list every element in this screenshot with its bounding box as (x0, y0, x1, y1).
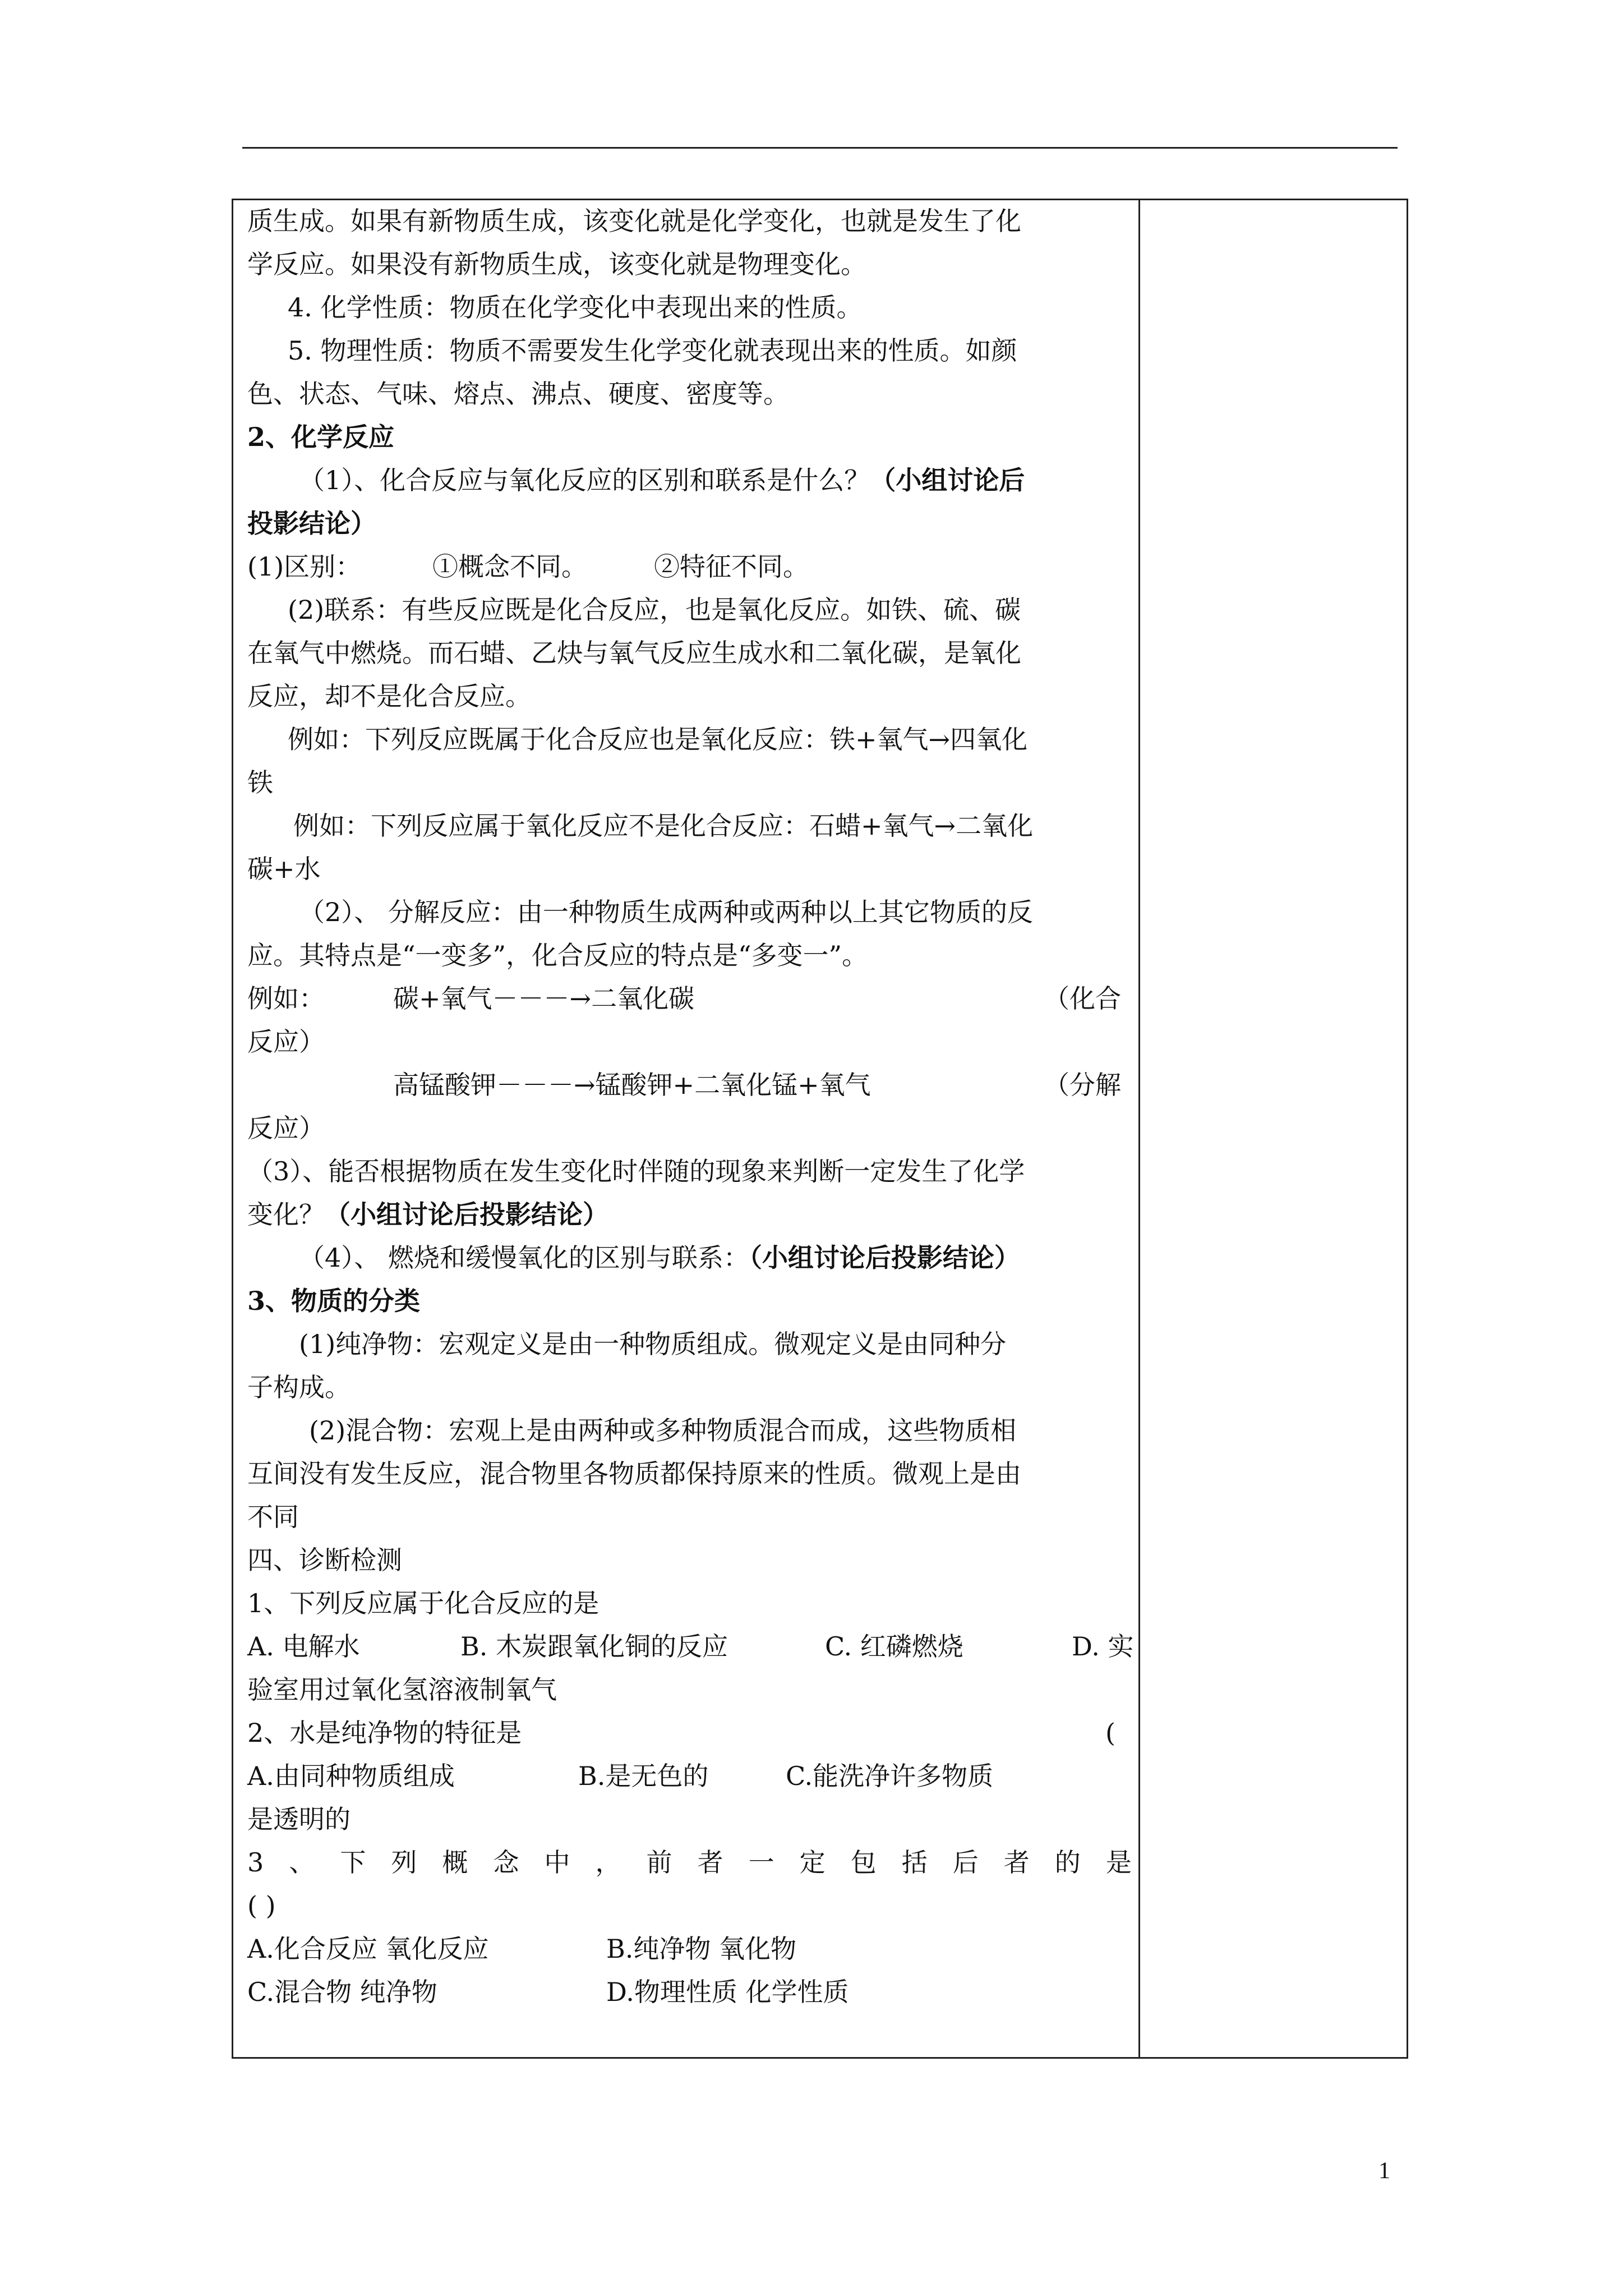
text-line: 在氧气中燃烧。而石蜡、乙炔与氧气反应生成水和二氧化碳，是氧化 (247, 638, 1021, 668)
question-2-options: A.由同种物质组成 B.是无色的 C.能洗净许多物质 (247, 1761, 994, 1791)
question-3-char: 列 (391, 1847, 417, 1878)
question-3-char: 3 (247, 1847, 264, 1878)
section-heading-chemical-reaction: 2、化学反应 (247, 422, 395, 452)
question-2: 2、水是纯净物的特征是 ( (247, 1718, 1115, 1748)
table-column-divider (1138, 199, 1140, 2059)
question-3-char: 定 (799, 1847, 826, 1878)
header-rule (242, 147, 1398, 149)
question-3-char: 者 (1003, 1847, 1030, 1878)
question-3-char: 的 (1054, 1847, 1081, 1878)
item-physical-property: 5. 物理性质：物质不需要发生化学变化就表现出来的性质。如颜 (288, 335, 1017, 366)
question-3-options: C.混合物 纯净物 D.物理性质 化学性质 (247, 1977, 849, 2007)
text-line: 反应，却不是化合反应。 (247, 681, 531, 711)
text-line: 变化？（小组讨论后投影结论） (247, 1199, 608, 1230)
text-line: (2)混合物：宏观上是由两种或多种物质混合而成，这些物质相 (309, 1415, 1017, 1446)
text-line: 学反应。如果没有新物质生成，该变化就是物理变化。 (247, 249, 866, 279)
text-line: 色、状态、气味、熔点、沸点、硬度、密度等。 (247, 379, 789, 409)
question-3-char: 前 (646, 1847, 672, 1878)
text-line: (1)纯净物：宏观定义是由一种物质组成。微观定义是由同种分 (299, 1329, 1007, 1359)
text-line: 例如：下列反应既属于化合反应也是氧化反应：铁+氧气→四氧化 (288, 724, 1028, 754)
question-3-char: 念 (493, 1847, 519, 1878)
text-line: (2)联系：有些反应既是化合反应，也是氧化反应。如铁、硫、碳 (288, 595, 1021, 625)
text-line: 投影结论） (247, 508, 376, 539)
text-line: 反应） (247, 1027, 325, 1057)
text-line: （3）、能否根据物质在发生变化时伴随的现象来判断一定发生了化学 (247, 1156, 1025, 1186)
text-line: (1)区别： ①概念不同。 ②特征不同。 (247, 551, 809, 582)
text-line: （2）、 分解反应：由一种物质生成两种或两种以上其它物质的反 (299, 897, 1033, 927)
question-3-char: 后 (952, 1847, 979, 1878)
text-line: 反应） (247, 1113, 325, 1143)
question-3-char: 括 (901, 1847, 928, 1878)
question-3-char: 包 (850, 1847, 877, 1878)
text-line: 例如： 碳+氧气－－－→二氧化碳 （化合 (247, 983, 1121, 1014)
text-line: 互间没有发生反应，混合物里各物质都保持原来的性质。微观上是由 (247, 1458, 1021, 1489)
question-3-char: 者 (697, 1847, 723, 1878)
question-3 (247, 1841, 1132, 1884)
text-line: 是透明的 (247, 1804, 351, 1834)
question-3-char: 中 (544, 1847, 570, 1878)
answer-blank: ( ) (247, 1890, 276, 1921)
text-line: 验室用过氧化氢溶液制氧气 (247, 1674, 557, 1705)
text-line: （4）、 燃烧和缓慢氧化的区别与联系：（小组讨论后投影结论） (299, 1243, 1020, 1273)
text-line: （1）、化合反应与氧化反应的区别和联系是什么？（小组讨论后 (299, 465, 1025, 495)
question-3-options: A.化合反应 氧化反应 B.纯净物 氧化物 (247, 1934, 797, 1964)
item-chemical-property: 4. 化学性质：物质在化学变化中表现出来的性质。 (288, 292, 863, 323)
text-line: 质生成。如果有新物质生成，该变化就是化学变化，也就是发生了化 (247, 206, 1021, 236)
text-line: 铁 (247, 767, 273, 798)
question-1: 1、下列反应属于化合反应的是 (247, 1588, 600, 1618)
text-line: 不同 (247, 1502, 299, 1532)
question-3-char: 概 (442, 1847, 468, 1878)
section-heading-diagnostic-test: 四、诊断检测 (247, 1545, 402, 1575)
text-line: 碳+水 (247, 854, 321, 884)
section-heading-classification: 3、物质的分类 (247, 1286, 421, 1316)
text-line: 子构成。 (247, 1372, 351, 1402)
question-3-char: 下 (340, 1847, 366, 1878)
text-line: 应。其特点是“一变多”，化合反应的特点是“多变一”。 (247, 940, 868, 970)
question-1-options: A. 电解水 B. 木炭跟氧化铜的反应 C. 红磷燃烧 D. 实 (247, 1631, 1134, 1662)
question-3-char: 一 (748, 1847, 774, 1878)
question-3-char: 、 (289, 1847, 315, 1878)
question-3-char: 是 (1105, 1847, 1132, 1878)
text-line: 例如：下列反应属于氧化反应不是化合反应：石蜡+氧气→二氧化 (293, 811, 1034, 841)
page-number: 1 (1378, 2158, 1390, 2184)
question-3-char: ， (595, 1847, 621, 1878)
main-text-cell (247, 200, 1132, 2014)
text-line: 高锰酸钾－－－→锰酸钾+二氧化锰+氧气 （分解 (393, 1070, 1121, 1100)
